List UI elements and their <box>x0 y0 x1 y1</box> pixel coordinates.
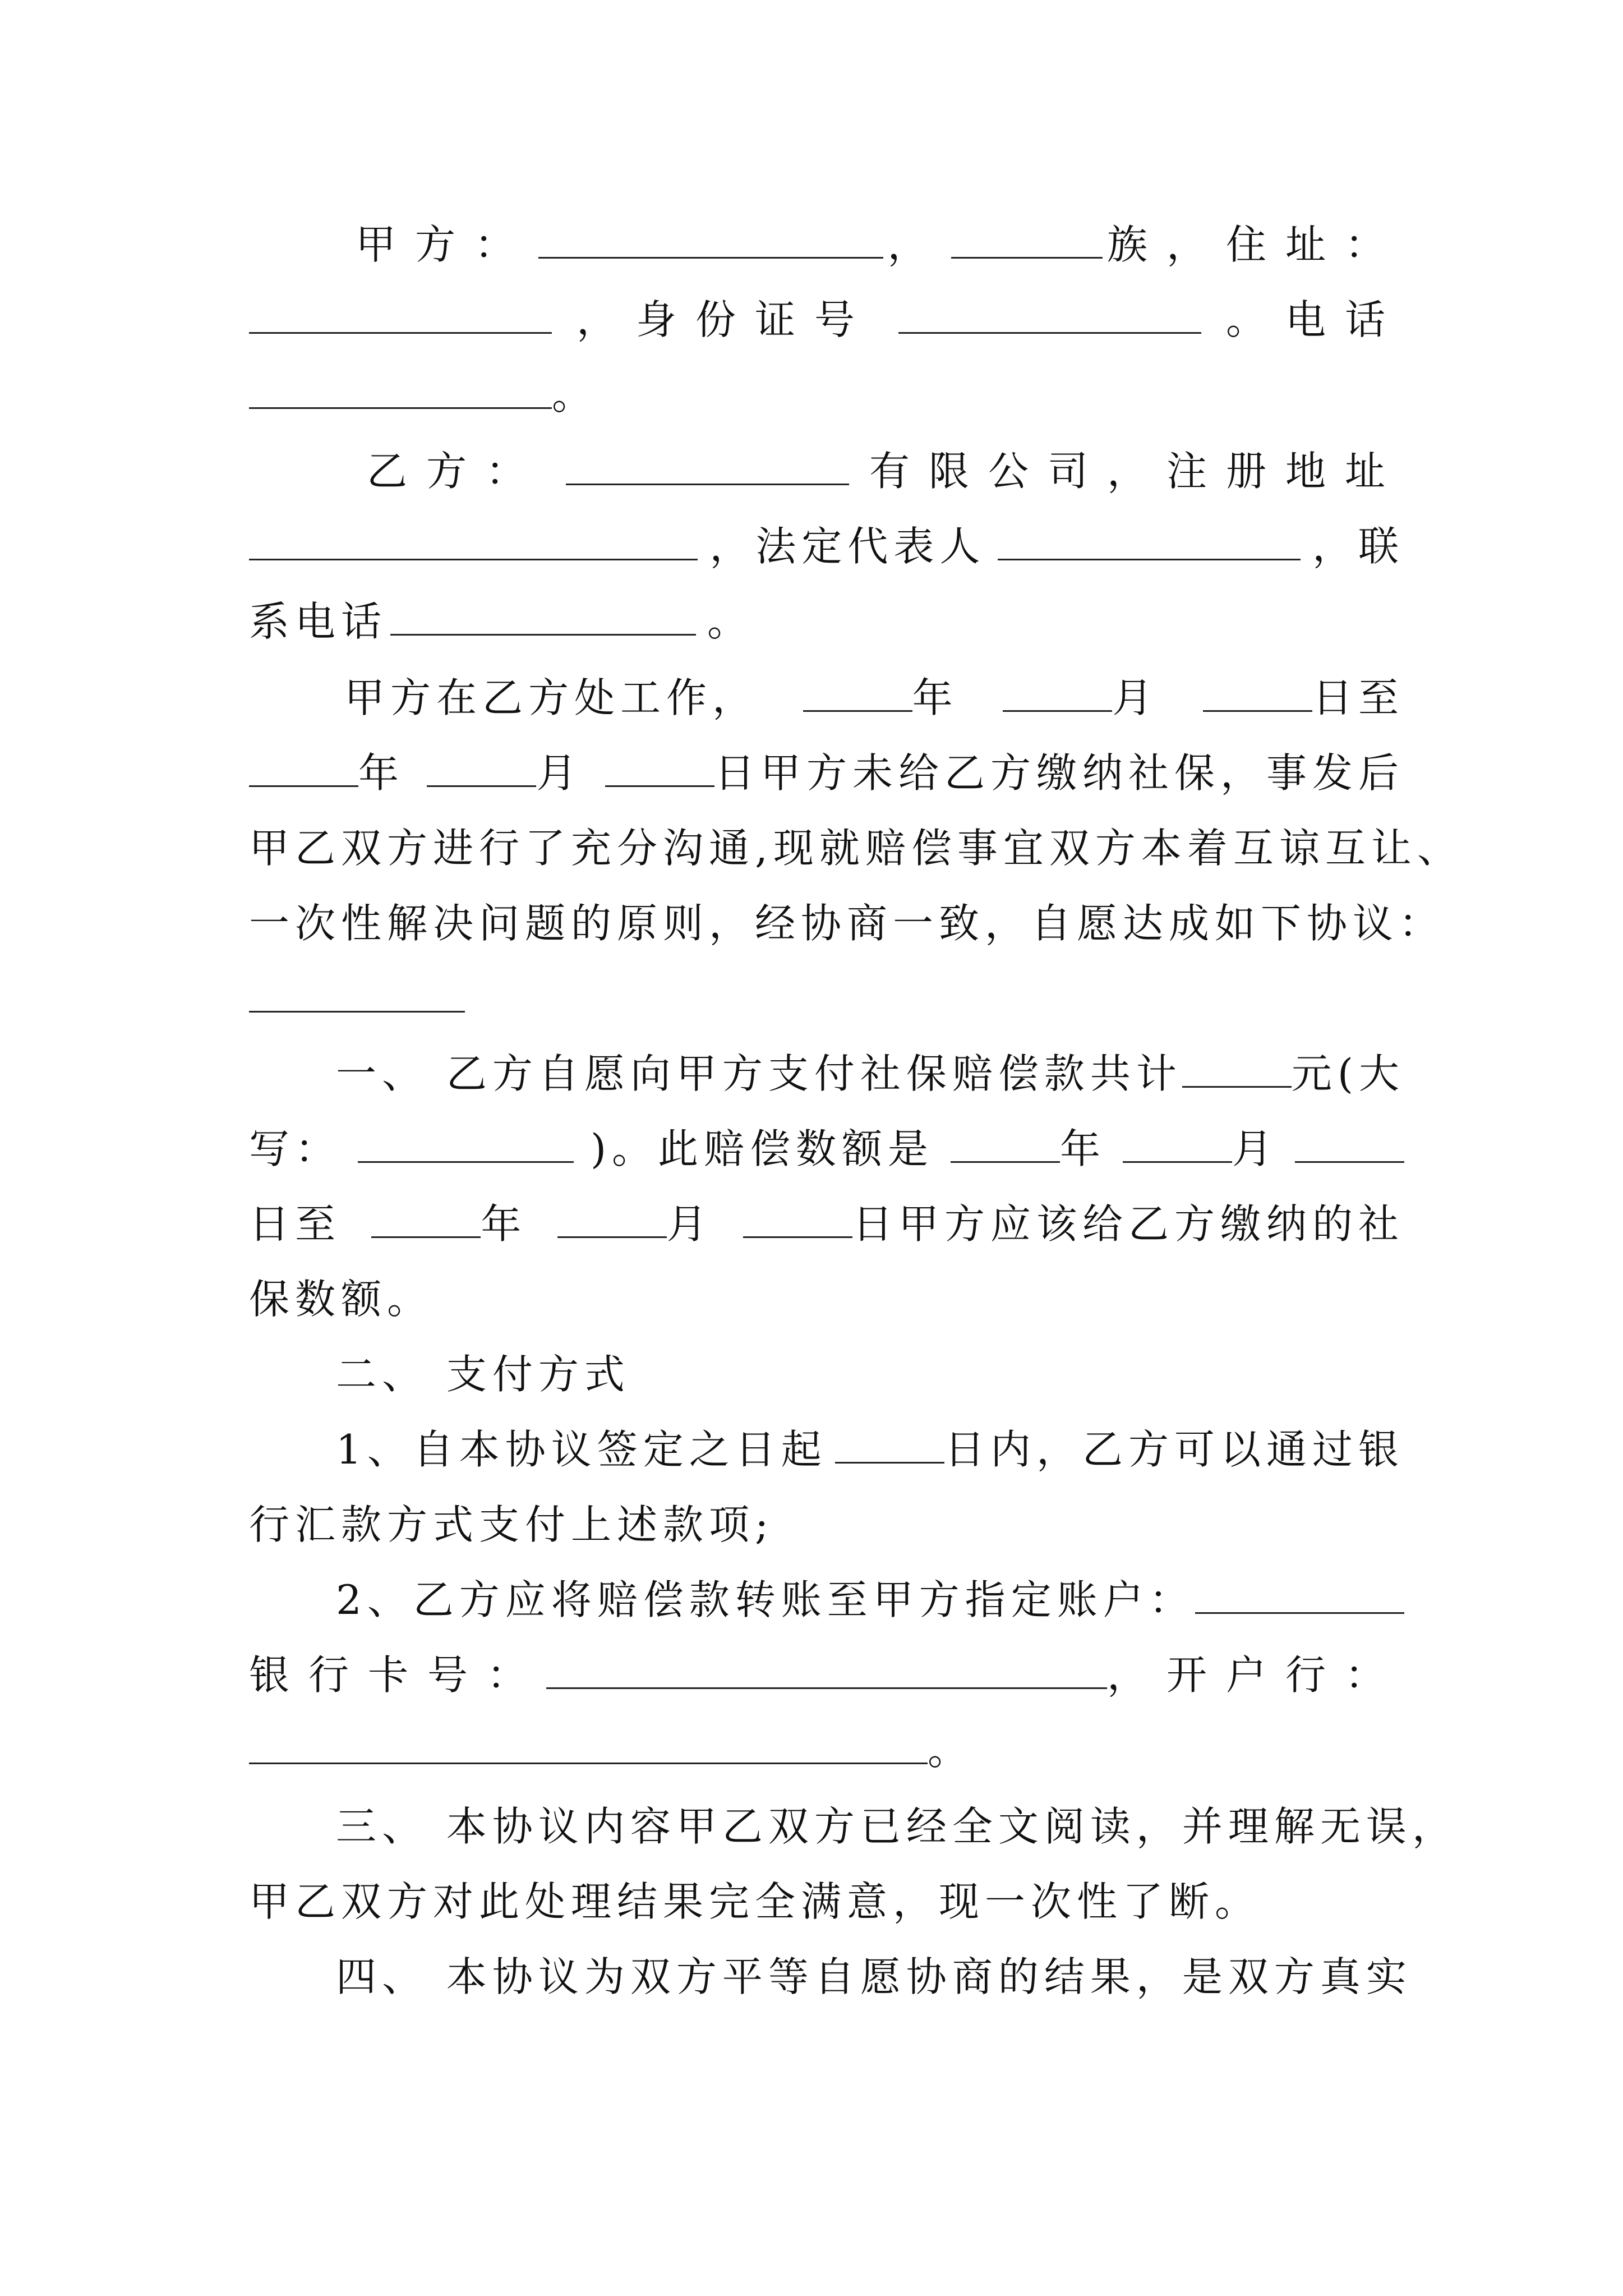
intro-day-blank-1 <box>1203 666 1312 712</box>
intro-day-blank-2 <box>605 742 714 787</box>
party-a-nation-address-label: 族，住址： <box>1106 221 1404 268</box>
party-b-line-2 <box>249 508 1404 585</box>
clause-1-line-1: 一、 乙方自愿向甲方支付社保赔偿款共计 元(大 <box>249 1036 1404 1112</box>
party-a-label: 甲方： <box>356 221 534 268</box>
party-a-phone-label: 。电话 <box>1225 296 1404 343</box>
amount-in-words-blank <box>358 1117 574 1163</box>
party-a-end: 。 <box>552 371 598 418</box>
party-b-phone-blank <box>390 590 696 636</box>
party-b-address-blank <box>249 515 698 560</box>
clause-3-line-1: 三、 本协议内容甲乙双方已经全文阅读，并理解无误， <box>336 1803 1458 1850</box>
party-a-name-blank <box>538 213 883 259</box>
party-a-address-blank <box>249 288 552 334</box>
intro-line-3: 甲乙双方进行了充分沟通,现就赔偿事宜双方本着互谅互让、 <box>249 825 1463 872</box>
intro-start: 甲方在乙方处工作， <box>344 674 759 721</box>
party-a-line-1: 甲方： ， 族，住址： <box>249 206 1404 283</box>
party-b-rep-label: ，法定代表人 <box>709 523 986 570</box>
clause-1-line-4: 保数额。 <box>249 1276 434 1323</box>
clause-1-day-blank-1 <box>1295 1117 1404 1163</box>
clause-2-item-2-line-3: 。 <box>249 1712 1404 1788</box>
intro-year-blank-2 <box>249 742 358 787</box>
clause-1-year-blank-1 <box>951 1117 1060 1163</box>
clause-1-line-2: 写： )。此赔偿数额是 年 月 <box>249 1111 1404 1187</box>
party-b-company-label: 有限公司，注册地址 <box>869 448 1404 495</box>
intro-year-blank-1 <box>803 666 912 712</box>
clause-1-day-blank-2 <box>743 1193 852 1238</box>
opening-bank-blank <box>249 1719 928 1764</box>
agreement-blank <box>249 960 465 1013</box>
clause-1-line-3: 日至 年 月 日甲方应该给乙方缴纳的社 <box>249 1186 1404 1262</box>
party-a-nation-blank <box>951 213 1103 259</box>
party-b-company-blank <box>566 440 849 485</box>
party-b-rep-blank <box>998 515 1301 560</box>
party-b-end: 。 <box>707 598 754 645</box>
party-b-label: 乙方： <box>367 448 546 495</box>
intro-line-2: 年 月 日甲方未给乙方缴纳社保，事发后 <box>249 735 1404 811</box>
payment-days-blank <box>835 1418 944 1464</box>
clause-2-title: 二、 支付方式 <box>336 1351 630 1398</box>
intro-line-5 <box>249 960 1404 1037</box>
clause-2-item-2-line-1: 2、乙方应将赔偿款转账至甲方指定账户： <box>249 1562 1404 1638</box>
clause-1-month-blank-1 <box>1123 1117 1232 1163</box>
party-a-line-2 <box>249 282 1404 358</box>
intro-month-blank-1 <box>1003 666 1112 712</box>
party-a-phone-blank <box>249 364 552 409</box>
intro-line-1: 甲方在乙方处工作， 年 月 日至 <box>249 660 1404 736</box>
party-b-line-1 <box>249 433 1404 509</box>
party-a-id-label: ，身份证号 <box>576 296 874 343</box>
party-a-id-blank <box>898 288 1201 334</box>
clause-1-month-blank-2 <box>557 1193 667 1238</box>
clause-4-line-1: 四、 本协议为双方平等自愿协商的结果，是双方真实 <box>336 1953 1412 2000</box>
clause-1-year-blank-2 <box>371 1193 481 1238</box>
account-name-blank <box>1195 1568 1404 1614</box>
party-b-line-3 <box>249 583 1404 660</box>
intro-month-blank-2 <box>427 742 536 787</box>
clause-2-item-2-line-2: 银行卡号： ，开户行： <box>249 1637 1404 1713</box>
party-a-line-3 <box>249 357 1404 433</box>
compensation-amount-blank <box>1182 1042 1292 1088</box>
clause-2-item-1-line-1: 1、自本协议签定之日起 日内，乙方可以通过银 <box>249 1411 1404 1488</box>
party-b-contact-label-2: 系电话 <box>249 598 388 645</box>
bank-card-number-blank <box>546 1644 1107 1689</box>
clause-2-item-1-line-2: 行汇款方式支付上述款项; <box>249 1501 774 1548</box>
intro-line-4: 一次性解决问题的原则，经协商一致，自愿达成如下协议： <box>249 900 1445 947</box>
clause-3-line-2: 甲乙双方对此处理结果完全满意，现一次性了断。 <box>249 1878 1261 1925</box>
party-b-contact-label-1: ，联 <box>1312 523 1404 570</box>
